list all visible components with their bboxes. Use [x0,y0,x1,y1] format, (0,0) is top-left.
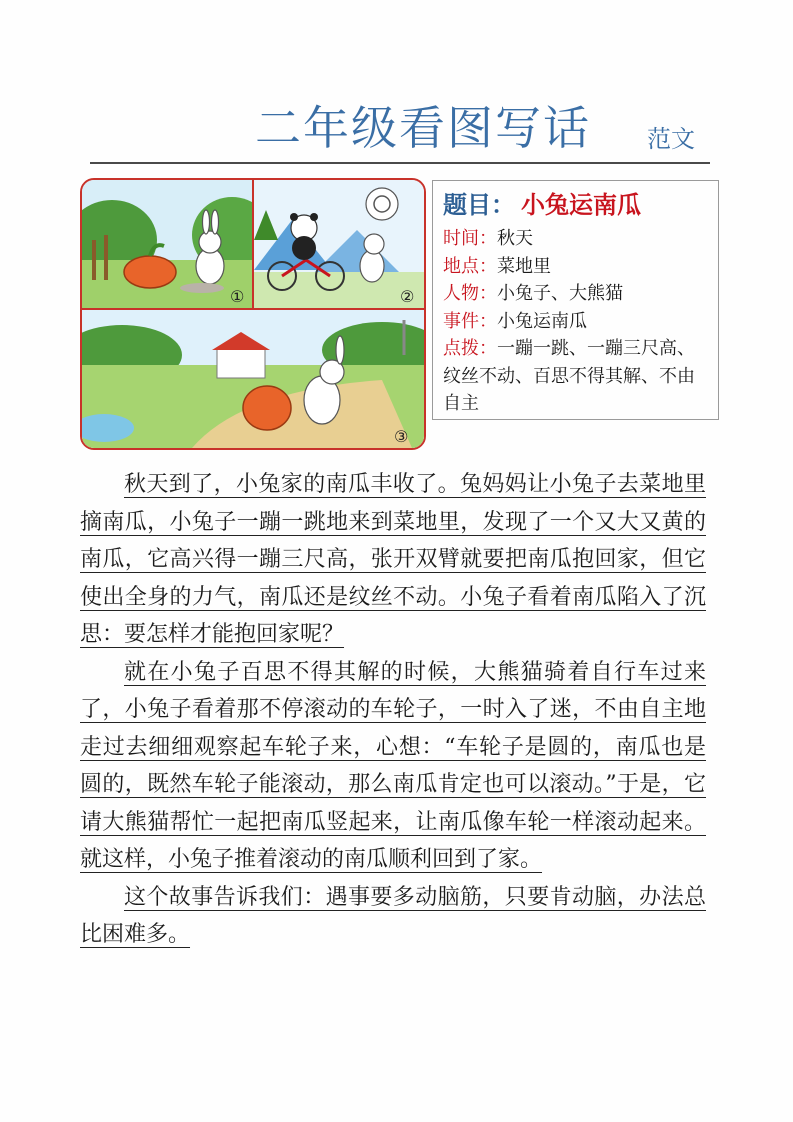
panel-1-label: ① [230,287,245,306]
paragraph-text: 就在小兔子百思不得其解的时候，大熊猫骑着自行车过来了，小兔子看着那不停滚动的车轮子，一时入了迷，不由自主地走过去细细观察起车轮子来，心想：“车轮子是圆的，南瓜也是圆的，既然车轮子能滚动，那么南瓜肯定也可以滚动。”于是，它请大熊猫帮忙一起把南瓜竖起来，让南瓜像车轮一样滚动起来。就这样，小兔子推着滚动的南瓜顺利回到了家。 [80,659,706,872]
story-paragraph-1 [80,466,706,654]
page-title: 二年级看图写话 [255,101,591,155]
story-paragraph-2 [80,654,706,879]
paragraph-text: 这个故事告诉我们：遇事要多动脑筋，只要肯动脑，办法总比困难多。 [80,884,706,947]
info-key: 人物： [443,283,497,304]
topic-key: 题目： [443,191,515,219]
paragraph-text: 秋天到了，小兔家的南瓜丰收了。兔妈妈让小兔子去菜地里摘南瓜，小兔子一蹦一跳地来到菜地里，发现了一个又大又黄的南瓜，它高兴得一蹦三尺高，张开双臂就要把南瓜抱回家，但它使出全身的力气，南瓜还是纹丝不动。小兔子看着南瓜陷入了沉思：要怎样才能抱回家呢？ [80,472,706,647]
info-row-event [443,308,708,336]
info-row-place [443,253,708,281]
panel-3 [82,310,424,448]
info-row-tips [443,335,708,418]
story-illustration [82,180,424,448]
info-value: 菜地里 [497,255,551,277]
topic-info-box [432,180,719,420]
panel-1 [82,180,272,308]
panel-2 [254,180,424,308]
info-value: 小兔运南瓜 [497,310,587,332]
title-underline [90,162,710,164]
info-value: 一蹦一跳、一蹦三尺高、纹丝不动、百思不得其解、不由自主 [443,338,695,414]
page-subtitle: 范文 [647,125,695,153]
info-key: 事件： [443,310,497,332]
info-value: 小兔子、大熊猫 [497,283,623,304]
info-key: 时间： [443,228,497,249]
info-key: 点拨： [443,338,497,359]
picture-panels [80,178,426,450]
panel-3-label: ③ [394,427,409,446]
info-row-time [443,225,708,253]
page-header [255,98,725,158]
story-paragraph-3 [80,879,706,954]
topic-value: 小兔运南瓜 [521,191,641,219]
info-row-characters [443,280,708,308]
panel-2-label: ② [400,287,415,306]
info-value: 秋天 [497,228,533,249]
story-text [80,466,706,954]
info-key: 地点： [443,255,497,277]
topic-heading [443,187,708,223]
